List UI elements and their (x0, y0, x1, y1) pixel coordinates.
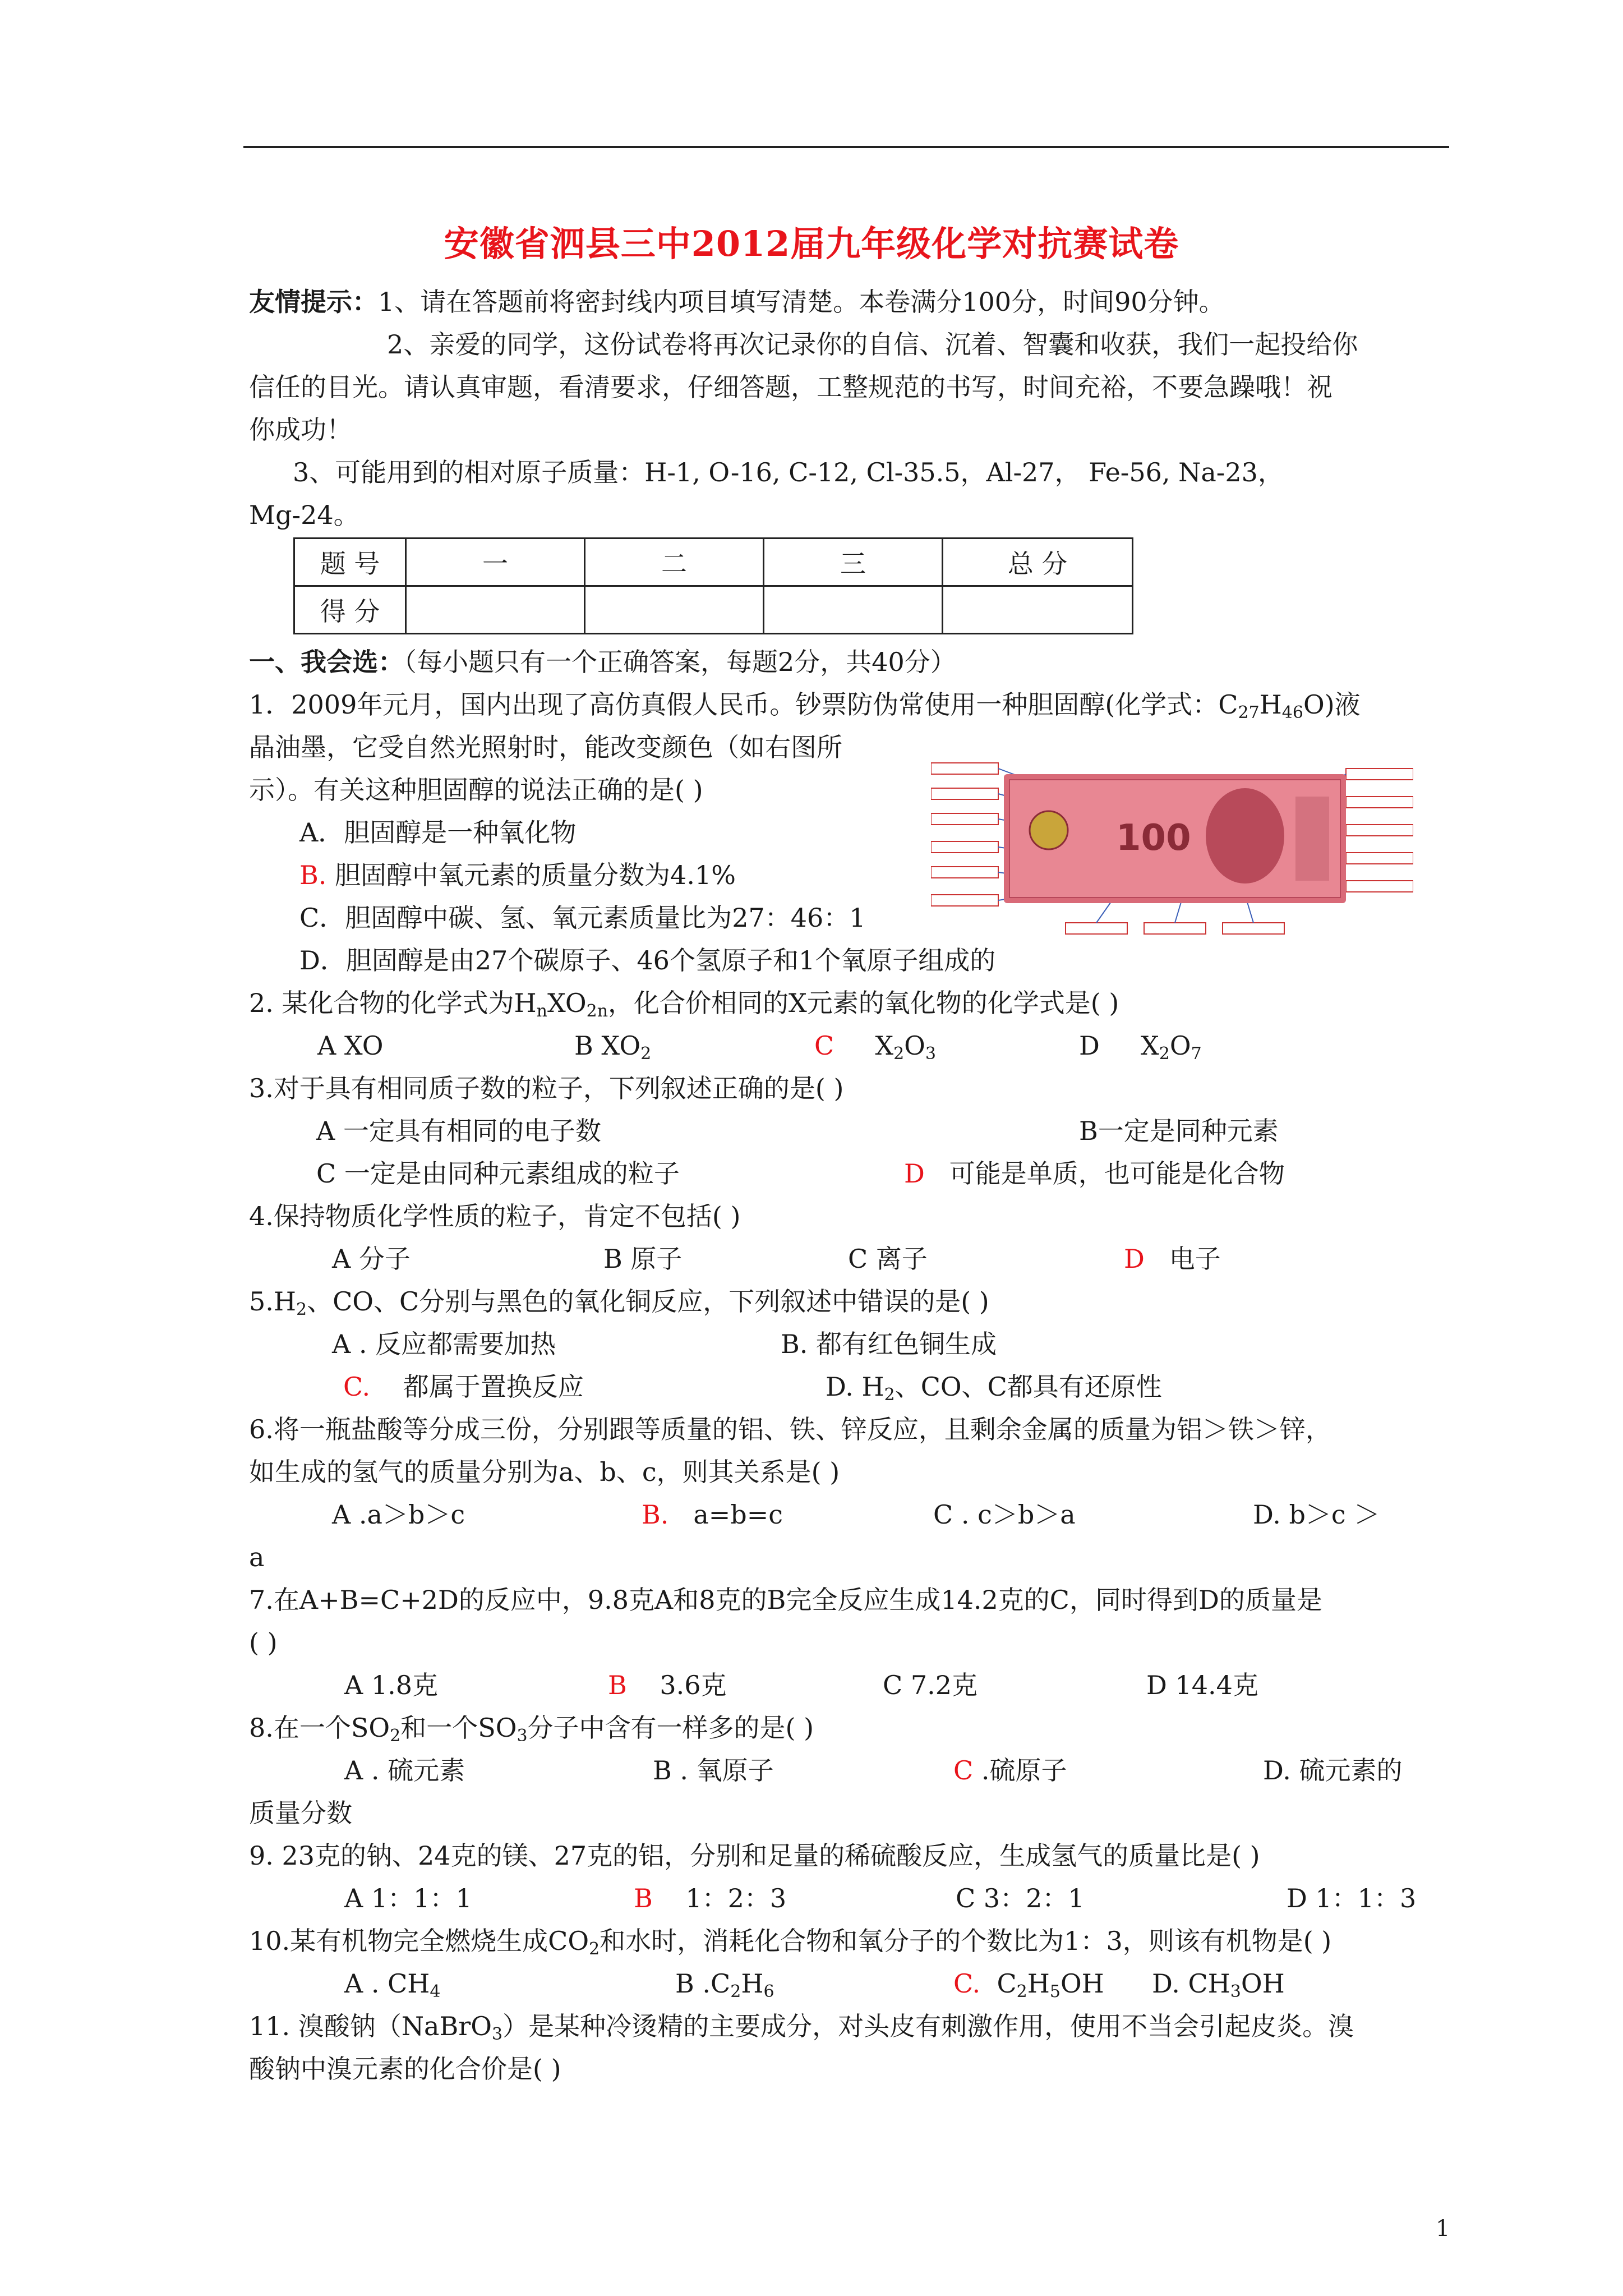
q3-options-cd (249, 1152, 1455, 1195)
q8-options (249, 1749, 1455, 1792)
q7-option-b: B 3.6克 (608, 1670, 727, 1700)
score-table-score-row (294, 586, 1133, 634)
watermark-area (1295, 797, 1329, 881)
q7-option-c: C 7.2克 (883, 1670, 978, 1700)
q4-option-d: D 电子 (1124, 1244, 1221, 1274)
score-table-header-row (294, 539, 1133, 586)
callout-labels-right (1346, 769, 1413, 892)
answer-mark: D (904, 1158, 925, 1189)
q2-option-a: A XO (317, 1030, 384, 1061)
tip-2b: 信任的目光。请认真审题，看清要求，仔细答题，工整规范的书写，时间充裕，不要急躁哦！祝 (249, 372, 1332, 402)
q5-option-d: D. $H_2$、CO、C都具有还原性 (826, 1372, 1162, 1405)
q6-option-d-cont: a (249, 1542, 265, 1572)
score-header-cell: 三 (764, 539, 943, 586)
q6-stem-1: 6.将一瓶盐酸等分成三份，分别跟等质量的铝、铁、锌反应，且剩余金属的质量为铝＞铁＞锌， (249, 1414, 1331, 1444)
q6-stem-2: 如生成的氢气的质量分别为a、b、c，则其关系是( ) (249, 1457, 840, 1487)
q1-option-d: D．胆固醇是由27个碳原子、46个氢原子和1个氧原子组成的 (299, 945, 996, 976)
page-title: 安徽省泗县三中2012届九年级化学对抗赛试卷 (444, 223, 1179, 264)
q5-options-ab (249, 1323, 1455, 1365)
q5-stem: $5.H_2$、CO、C分别与黑色的氧化铜反应，下列叙述中错误的是( ) (249, 1286, 989, 1319)
q10-option-d: D. $CH_3OH$ (1152, 1968, 1285, 2001)
score-cell[interactable] (943, 586, 1133, 634)
q5-options-cd (249, 1365, 1455, 1408)
q9-stem: 9. 23克的钠、24克的镁、27克的铝，分别和足量的稀硫酸反应，生成氢气的质量比是( ) (249, 1841, 1260, 1871)
q4-option-a: A 分子 (332, 1244, 411, 1274)
answer-mark: C. (953, 1968, 981, 1999)
q4-stem: 4.保持物质化学性质的粒子，肯定不包括( ) (249, 1201, 741, 1231)
banknote-value: 100 (1116, 817, 1191, 859)
q8-option-a: A . 硫元素 (344, 1755, 465, 1786)
callout-labels-left (931, 763, 998, 906)
answer-mark: B. (642, 1499, 669, 1530)
tip-2a: 2、亲爱的同学，这份试卷将再次记录你的自信、沉着、智囊和收获，我们一起投给你 (387, 329, 1358, 360)
q2-option-c: C $X_2O_3$ (814, 1030, 936, 1064)
q10-option-a: A . $CH_4$ (344, 1968, 441, 2001)
header-rule (243, 146, 1449, 148)
answer-mark: C. (343, 1372, 371, 1402)
tip-2c: 你成功！ (249, 415, 352, 445)
q9-option-a: A 1：1：1 (344, 1883, 472, 1913)
answer-mark: D (1124, 1244, 1145, 1274)
score-cell[interactable] (406, 586, 585, 634)
q5-option-c: C. 都属于置换反应 (343, 1372, 584, 1402)
tip-3a: 3、可能用到的相对原子质量：H-1, O-16, C-12, Cl-35.5，Al-27， Fe-56, Na-23， (293, 457, 1284, 487)
q11-stem-1: 11. 溴酸钠（NaBrO$_3$）是某种冷烫精的主要成分，对头皮有刺激作用，使用不当会引起皮炎。溴 (249, 2011, 1354, 2044)
q7-option-d: D 14.4克 (1146, 1670, 1258, 1700)
q5-option-a: A . 反应都需要加热 (332, 1329, 556, 1359)
q1-option-b: B. 胆固醇中氧元素的质量分数为4.1% (299, 860, 736, 890)
q9-option-d: D 1：1：3 (1287, 1883, 1417, 1913)
q1-option-c: C．胆固醇中碳、氢、氧元素质量比为27：46：1 (299, 903, 866, 933)
page-number: 1 (1436, 2216, 1450, 2242)
score-cell[interactable] (585, 586, 764, 634)
q10-option-b: B $.C_2H_6$ (675, 1968, 774, 2001)
score-header-cell: 题 号 (294, 539, 406, 586)
q9-option-c: C 3：2：1 (956, 1883, 1085, 1913)
q9-option-b: B 1：2：3 (634, 1883, 787, 1913)
q6-option-b: B. a=b=c (642, 1499, 783, 1530)
portrait-icon (1206, 788, 1284, 884)
q6-option-a: A .a＞b＞c (332, 1499, 465, 1530)
score-header-cell: 二 (585, 539, 764, 586)
q1-stem-1: 1．2009年元月，国内出现了高仿真假人民币。钞票防伪常使用一种胆固醇(化学式：$C_{27}H_{46}O$)液 (249, 689, 1361, 723)
q2-stem: 2. 某化合物的化学式为$H_nXO_{2n}$，化合价相同的X元素的氧化物的化学式是( ) (249, 988, 1119, 1021)
section1-heading: 一、我会选：（每小题只有一个正确答案，每题2分，共40分） (249, 647, 956, 677)
answer-mark: C (814, 1030, 834, 1061)
q7-option-a: A 1.8克 (344, 1670, 438, 1700)
tip-3b: Mg-24。 (249, 500, 359, 530)
callout-labels-bottom (1066, 923, 1284, 934)
q4-option-b: B 原子 (603, 1244, 683, 1274)
q6-option-d: D. b＞c ＞ (1253, 1499, 1380, 1530)
q11-stem-2: 酸钠中溴元素的化合价是( ) (249, 2054, 561, 2084)
q3-option-d: D 可能是单质，也可能是化合物 (904, 1158, 1285, 1189)
q1-option-a: A．胆固醇是一种氧化物 (299, 817, 577, 848)
q3-options-ab (249, 1110, 1455, 1152)
q4-option-c: C 离子 (848, 1244, 928, 1274)
score-cell[interactable] (764, 586, 943, 634)
q1-stem-3: 示）。有关这种胆固醇的说法正确的是( ) (249, 775, 703, 805)
q7-options (249, 1664, 1455, 1706)
answer-mark: B (634, 1883, 653, 1913)
q3-option-b: B一定是同种元素 (1079, 1116, 1279, 1146)
q7-stem-1: 7.在A+B=C+2D的反应中，9.8克A和8克的B完全反应生成14.2克的C，同时得到D的质量是 (249, 1585, 1322, 1615)
answer-mark: B (608, 1670, 627, 1700)
q2-option-d: D $X_2O_7$ (1079, 1030, 1202, 1064)
q4-options (249, 1237, 1455, 1280)
q1-stem-2: 晶油墨，它受自然光照射时，能改变颜色（如右图所 (249, 732, 842, 762)
q3-option-c: C 一定是由同种元素组成的粒子 (316, 1158, 680, 1189)
banknote-figure (931, 746, 1413, 942)
q8-option-d: D. 硫元素的 (1263, 1755, 1403, 1786)
q10-options (249, 1962, 1455, 2005)
q10-option-c: C. $C_2H_5OH$ (953, 1968, 1104, 2001)
q3-option-a: A 一定具有相同的电子数 (316, 1116, 601, 1146)
score-row-label: 得 分 (294, 586, 406, 634)
q8-option-d-cont: 质量分数 (249, 1798, 352, 1828)
score-header-cell: 一 (406, 539, 585, 586)
q8-stem: 8.在一个$SO_2$和一个$SO_3$分子中含有一样多的是( ) (249, 1713, 814, 1746)
q9-options (249, 1877, 1455, 1920)
q8-option-b: B . 氧原子 (653, 1755, 774, 1786)
q6-options (249, 1493, 1455, 1536)
q5-option-b: B. 都有红色铜生成 (781, 1329, 997, 1359)
emblem-icon (1030, 811, 1068, 849)
q10-stem: 10.某有机物完全燃烧生成$CO_2$和水时，消耗化合物和氧分子的个数比为1：3，则该有机物是( ) (249, 1926, 1332, 1959)
answer-mark: B. (299, 860, 327, 890)
score-table (293, 537, 1133, 634)
q8-option-c: C .硫原子 (953, 1755, 1067, 1786)
tips-label: 友情提示： (249, 287, 378, 317)
q7-stem-2: ( ) (249, 1627, 278, 1658)
q6-option-c: C . c＞b＞a (933, 1499, 1076, 1530)
tip-1: 友情提示：1、请在答题前将密封线内项目填写清楚。本卷满分100分，时间90分钟。 (249, 287, 1225, 317)
q2-option-b: B $XO_2$ (574, 1030, 652, 1064)
answer-mark: C (953, 1755, 974, 1786)
q3-stem: 3.对于具有相同质子数的粒子，下列叙述正确的是( ) (249, 1073, 844, 1103)
score-header-cell: 总 分 (943, 539, 1133, 586)
q2-options (249, 1024, 1455, 1067)
